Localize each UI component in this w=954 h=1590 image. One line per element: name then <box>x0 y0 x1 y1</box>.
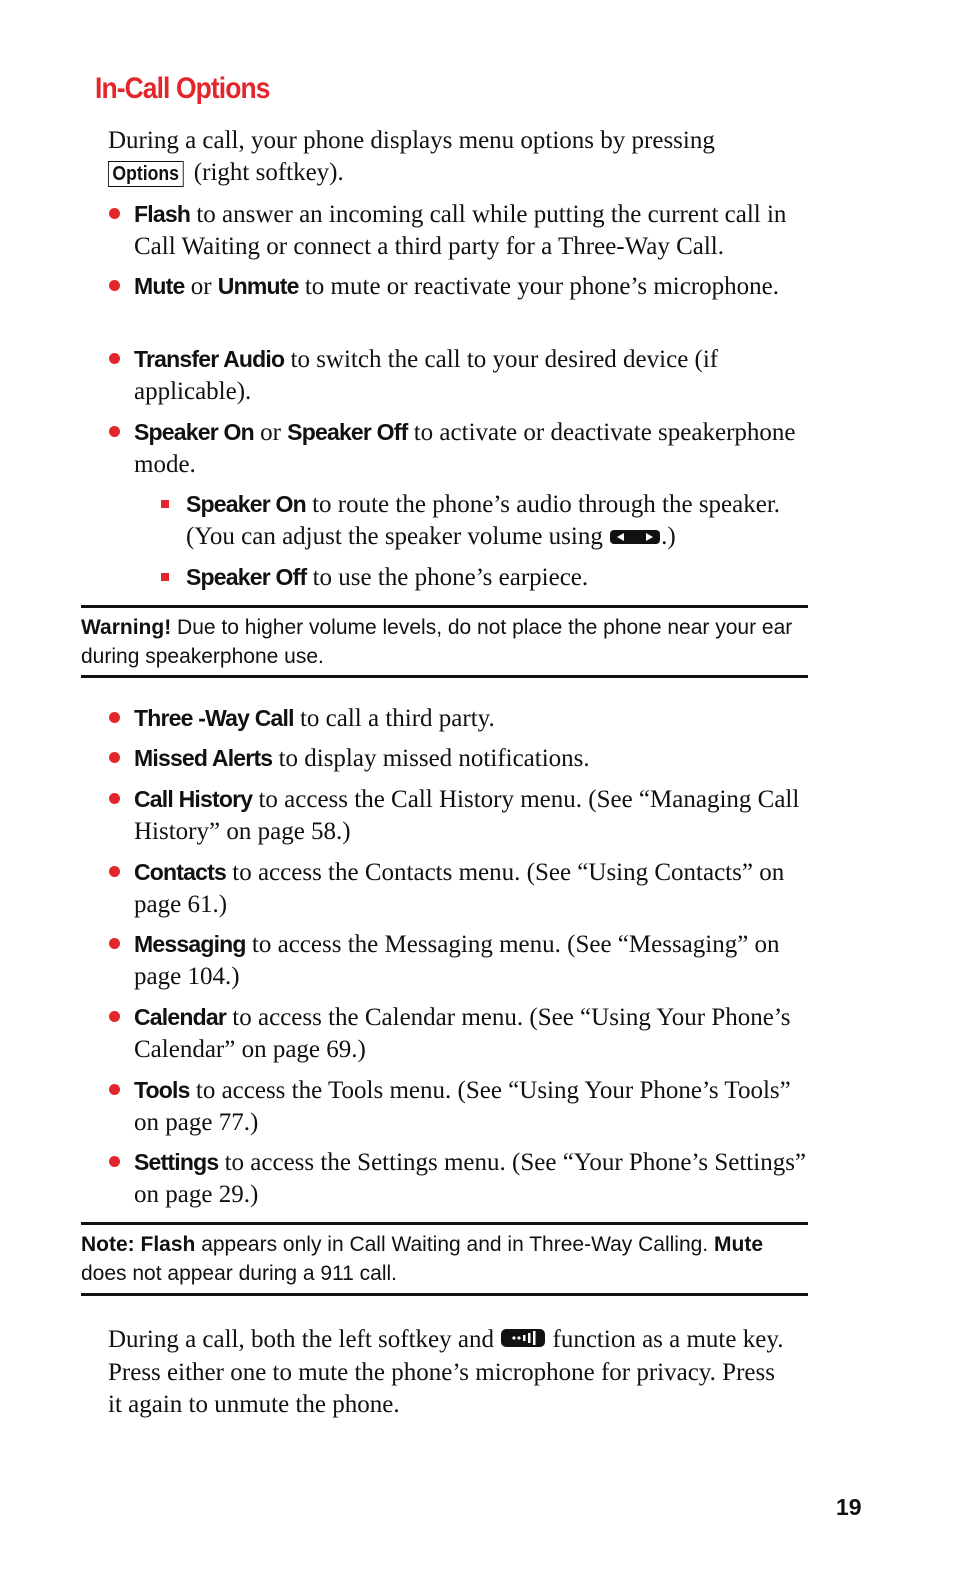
option-description: to access the Tools menu. (See “Using Your Phone’s Tools” on page 77.) <box>134 1077 791 1136</box>
option-connector: or <box>184 273 218 300</box>
option-description: to answer an incoming call while putting the current call in Call Waiting or connect a third party for a Three-Way Call. <box>134 201 787 260</box>
list-item <box>134 742 814 775</box>
page-number: 19 <box>836 1494 862 1520</box>
option-description: to activate or deactivate speakerphone mode. <box>134 419 796 478</box>
option-name: Unmute <box>217 273 299 299</box>
option-name: Mute <box>134 273 185 299</box>
option-description: to mute or reactivate your phone’s microphone. <box>298 273 780 300</box>
list-item <box>134 343 814 408</box>
option-name: Speaker Off <box>186 564 307 590</box>
note-label: Note: <box>81 1233 135 1256</box>
option-name: Speaker On <box>134 419 254 445</box>
warning-label: Warning! <box>81 616 172 639</box>
speaker-key-icon <box>500 1325 546 1357</box>
volume-key-icon <box>609 522 661 554</box>
list-item <box>134 1146 814 1211</box>
option-description: to access the Calendar menu. (See “Using Your Phone’s Calendar” on page 69.) <box>134 1004 791 1063</box>
bullet-icon <box>109 712 120 723</box>
options-softkey-label: Options <box>108 161 183 187</box>
warning-box <box>81 613 808 671</box>
option-name: Messaging <box>134 931 246 957</box>
list-item <box>134 783 814 848</box>
bullet-icon <box>109 426 120 437</box>
option-description: to call a third party. <box>293 705 495 732</box>
option-name: Transfer Audio <box>134 346 285 372</box>
option-description: to switch the call to your desired device (if applicable). <box>134 346 719 405</box>
note-top-rule <box>81 1222 808 1225</box>
option-description: to display missed notifications. <box>272 745 590 772</box>
option-name: Calendar <box>134 1004 227 1030</box>
option-description: to use the phone’s earpiece. <box>306 564 589 591</box>
option-description: to access the Settings menu. (See “Your Phone’s Settings” on page 29.) <box>134 1149 807 1208</box>
bullet-icon <box>109 1011 120 1022</box>
intro-text-after: (right softkey). <box>187 159 344 186</box>
warning-top-rule <box>81 605 808 608</box>
note-box <box>81 1230 808 1288</box>
option-name: Speaker On <box>186 491 306 517</box>
list-item <box>134 1074 814 1139</box>
intro-text: During a call, your phone displays menu options by pressing <box>108 127 715 154</box>
bullet-icon <box>109 866 120 877</box>
option-description: to access the Contacts menu. (See “Using Contacts” on page 61.) <box>134 859 785 918</box>
option-description-end: .) <box>661 523 676 550</box>
note-bold-term: Flash <box>134 1233 196 1256</box>
bullet-icon <box>109 1084 120 1095</box>
list-item <box>134 1001 814 1066</box>
bullet-icon <box>109 208 120 219</box>
note-text: appears only in Call Waiting and in Three-Way Calling. <box>195 1233 714 1256</box>
option-description: to route the phone’s audio through the speaker. (You can adjust the speaker volume using <box>186 491 781 550</box>
option-description: to access the Messaging menu. (See “Messaging” on page 104.) <box>134 931 780 990</box>
intro-paragraph <box>108 125 808 189</box>
bullet-icon <box>109 793 120 804</box>
bullet-icon <box>109 280 120 291</box>
note-bottom-rule <box>81 1293 808 1296</box>
bullet-icon <box>109 353 120 364</box>
sublist-item <box>186 488 816 554</box>
list-item <box>134 416 814 481</box>
bullet-icon <box>109 1156 120 1167</box>
closing-paragraph <box>108 1324 788 1421</box>
option-name: Speaker Off <box>287 419 408 445</box>
option-description: to access the Call History menu. (See “Managing Call History” on page 58.) <box>134 786 800 845</box>
option-name: Settings <box>134 1149 219 1175</box>
list-item <box>134 702 814 735</box>
closing-text: During a call, both the left softkey and <box>108 1326 501 1353</box>
square-bullet-icon <box>161 500 169 508</box>
list-item <box>134 198 814 263</box>
bullet-icon <box>109 938 120 949</box>
closing-text-end: function as a mute key. Press either one to mute the phone’s microphone for privacy. Press it again to unmute the phone. <box>108 1326 784 1419</box>
option-name: Tools <box>134 1077 190 1103</box>
option-name: Flash <box>134 201 191 227</box>
option-name: Call History <box>134 786 253 812</box>
list-item <box>134 856 814 921</box>
note-bold-term: Mute <box>714 1233 763 1256</box>
warning-bottom-rule <box>81 675 808 678</box>
list-item <box>134 928 814 993</box>
square-bullet-icon <box>161 573 169 581</box>
list-item <box>134 270 814 303</box>
option-name: Missed Alerts <box>134 745 273 771</box>
option-name: Contacts <box>134 859 227 885</box>
note-text-end: does not appear during a 911 call. <box>81 1262 398 1285</box>
bullet-icon <box>109 752 120 763</box>
sublist-item <box>186 561 816 594</box>
option-connector: or <box>253 419 288 446</box>
page-title: In-Call Options <box>95 72 270 105</box>
option-name: Three -Way Call <box>134 705 294 731</box>
warning-text: Due to higher volume levels, do not place the phone near your ear during speakerphone use. <box>81 616 793 668</box>
